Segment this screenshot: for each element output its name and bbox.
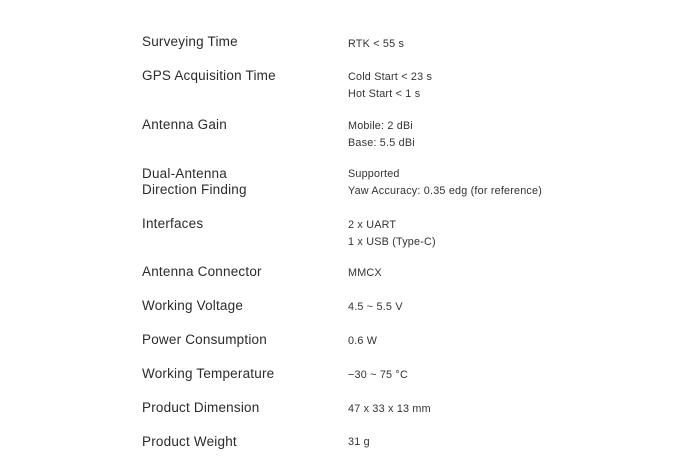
spec-label-line: Dual-Antenna [142,166,227,181]
spec-label-line: Product Dimension [142,400,260,415]
spec-label [142,34,238,50]
spec-value-line: 4.5 ~ 5.5 V [348,301,403,313]
spec-value [348,36,404,53]
spec-label-line: Antenna Gain [142,117,227,132]
spec-value [348,118,415,151]
spec-label [142,332,267,348]
spec-value-line: 2 x UART [348,219,397,231]
spec-value [348,166,542,199]
spec-value [348,333,377,350]
spec-value [348,217,436,250]
spec-value-line: 0.6 W [348,335,378,347]
spec-label [142,117,227,133]
spec-label [142,264,262,280]
spec-value-line: RTK < 55 s [348,38,405,50]
spec-value [348,434,370,451]
spec-value-line: 1 x USB (Type-C) [348,235,436,248]
spec-label [142,68,276,84]
spec-value [348,265,382,282]
spec-value-line: Hot Start < 1 s [348,87,421,100]
spec-label-line: Surveying Time [142,34,238,49]
spec-value-line: Mobile: 2 dBi [348,120,414,132]
spec-label-line: Working Voltage [142,298,244,313]
spec-value [348,69,432,102]
spec-value-line: Supported [348,168,400,180]
spec-label [142,400,259,416]
spec-value [348,367,408,384]
spec-label-line: Interfaces [142,216,204,231]
spec-value-line: Cold Start < 23 s [348,71,433,83]
spec-label-line: GPS Acquisition Time [142,68,276,83]
spec-value [348,401,431,418]
spec-value-line: Base: 5.5 dBi [348,136,415,149]
spec-label [142,434,237,450]
spec-value-line: −30 ~ 75 °C [348,369,408,381]
spec-value-line: 31 g [348,436,370,448]
spec-label-line: Direction Finding [142,182,247,197]
spec-label-line: Antenna Connector [142,264,262,279]
spec-label-line: Product Weight [142,434,237,449]
spec-label [142,366,274,382]
spec-label-line: Working Temperature [142,366,275,381]
spec-label [142,298,243,314]
spec-label-line: Power Consumption [142,332,267,347]
spec-value-line: 47 x 33 x 13 mm [348,403,431,415]
spec-value [348,299,403,316]
spec-value-line: MMCX [348,267,382,279]
spec-value-line: Yaw Accuracy: 0.35 edg (for reference) [348,184,543,197]
spec-label [142,216,203,232]
spec-label [142,166,247,198]
